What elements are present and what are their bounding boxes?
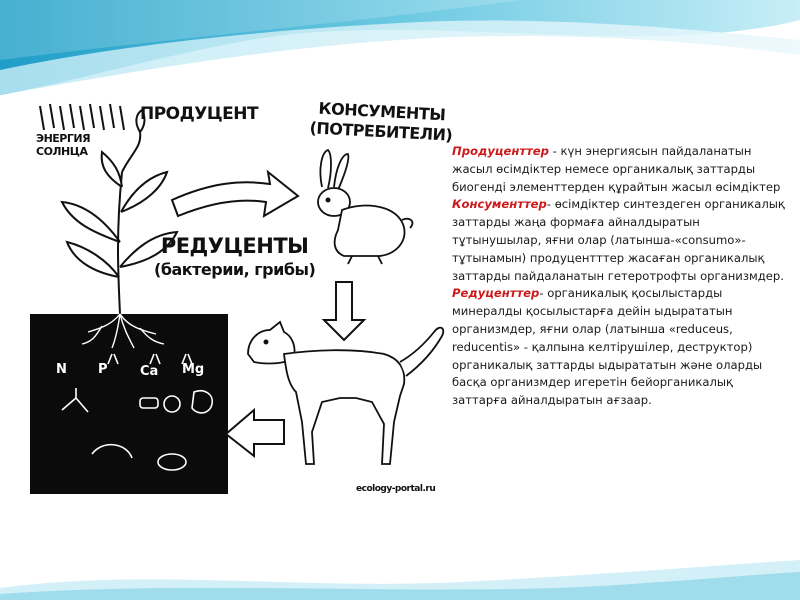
producers-paragraph [452,143,787,196]
soil-element-ca: Ca [140,364,159,379]
rabbit-icon [318,150,412,264]
reducers-paragraph [452,285,787,410]
consumers-paragraph [452,196,787,285]
label-reducers-title: РЕДУЦЕНТЫ [160,234,309,258]
arrow-right-icon [172,172,298,216]
reducers-term: Редуценттер [452,286,540,301]
producers-definition: - күн энергиясын пайдаланатын жасыл өсімдіктер немесе органикалық заттарды биогенді элементтерден құрайтын жасыл өсімдіктер [452,144,781,194]
label-consumers [309,98,454,145]
soil-element-n: N [56,362,67,377]
sun-rays-icon [40,104,124,130]
label-reducers-sub: (бактерии, грибы) [154,260,316,279]
consumers-term: Консументтер [452,197,547,212]
reducers-definition: - органикалық қосылыстарды минералды қосылыстарға дейін ыдырататын организмдер, яғни олар (латынша «reduceus, reducentis» - қалпына келтірушілер, деструктор) органикалық заттарды ыдырататын және оларды басқа организмдер игеретін бейорганикалық заттарға айналдыратын ағзаар. [452,286,763,408]
label-energy-line1: ЭНЕРГИЯ [36,132,91,145]
definitions-text [452,143,787,410]
producers-term: Продуценттер [452,144,549,158]
soil-element-mg: Mg [182,362,205,377]
soil-element-p: P [98,362,108,377]
soil-block [30,314,228,494]
label-producer: ПРОДУЦЕНТ [140,104,259,124]
bottom-wave-decoration [0,560,800,600]
label-energy-line2: СОЛНЦА [36,145,88,158]
label-consumers-line1: КОНСУМЕНТЫ [318,98,446,125]
arrow-down-icon [324,282,364,340]
arrow-left-icon [226,410,284,456]
ecosystem-diagram [22,92,452,502]
label-sun-energy [36,132,90,158]
watermark: ecology-portal.ru [356,484,436,494]
label-consumers-line2: (ПОТРЕБИТЕЛИ) [309,118,453,145]
label-reducers [154,234,315,282]
consumers-definition: - өсімдіктер синтездеген органикалық заттарды жаңа формаға айналдыратын тұтынушылар, яғни олар (латынша-«consumo»-тұтынамын) продуцентттер жасаған органикалық заттарды пайдаланатын гетеротрофты организмдер. [452,197,785,283]
